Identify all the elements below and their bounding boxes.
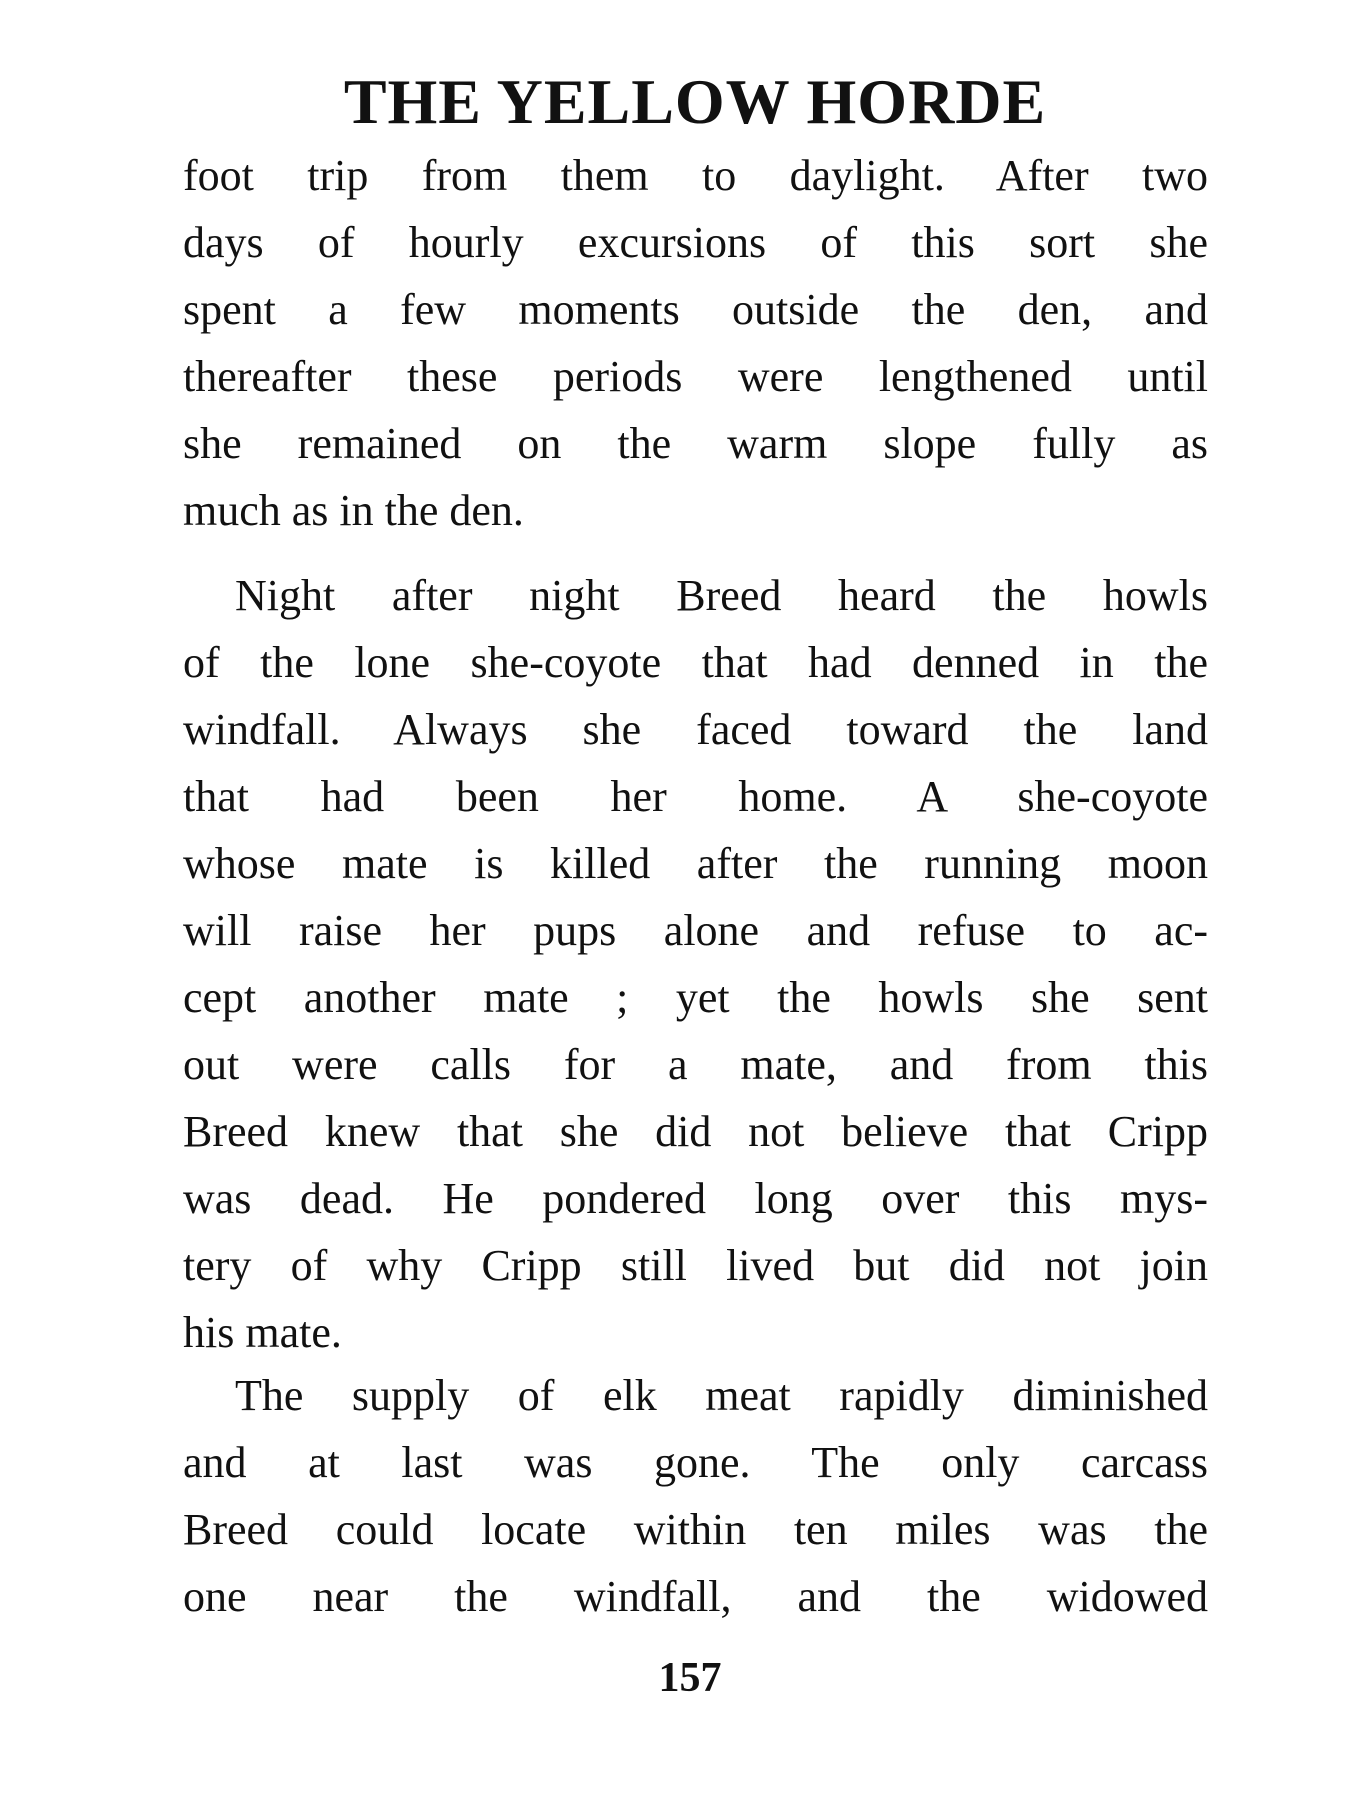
text-line: out were calls for a mate, and from this (183, 1040, 1208, 1089)
text-line: The supply of elk meat rapidly diminished (235, 1371, 1208, 1420)
paragraph-3 (183, 1362, 1208, 1630)
text-line: Breed knew that she did not believe that Cripp (183, 1107, 1208, 1156)
text-line: days of hourly excursions of this sort she (183, 218, 1208, 267)
page-number: 157 (658, 1655, 722, 1701)
text-line: thereafter these periods were lengthened until (183, 352, 1208, 401)
text-line: that had been her home. A she-coyote (183, 772, 1208, 821)
text-line: spent a few moments outside the den, and (183, 285, 1208, 334)
text-line: tery of why Cripp still lived but did not join (183, 1241, 1208, 1290)
text-line: will raise her pups alone and refuse to ac- (183, 906, 1208, 955)
text-line: whose mate is killed after the running moon (183, 839, 1208, 888)
text-line: of the lone she-coyote that had denned in the (183, 638, 1208, 687)
text-line: Breed could locate within ten miles was the (183, 1505, 1208, 1554)
text-line: was dead. He pondered long over this mys- (183, 1174, 1208, 1223)
text-line: and at last was gone. The only carcass (183, 1438, 1208, 1487)
text-line: windfall. Always she faced toward the land (183, 705, 1208, 754)
text-line: cept another mate ; yet the howls she sent (183, 973, 1208, 1022)
text-line: one near the windfall, and the widowed (183, 1572, 1208, 1621)
running-title: THE YELLOW HORDE (343, 66, 1047, 137)
paragraph-1 (183, 142, 1208, 544)
text-line: Night after night Breed heard the howls (235, 571, 1208, 620)
text-line: foot trip from them to daylight. After two (183, 151, 1208, 200)
paragraph-2 (183, 562, 1208, 1366)
text-line: she remained on the warm slope fully as (183, 419, 1208, 468)
text-line: much as in the den. (183, 486, 524, 535)
text-line: his mate. (183, 1308, 342, 1357)
